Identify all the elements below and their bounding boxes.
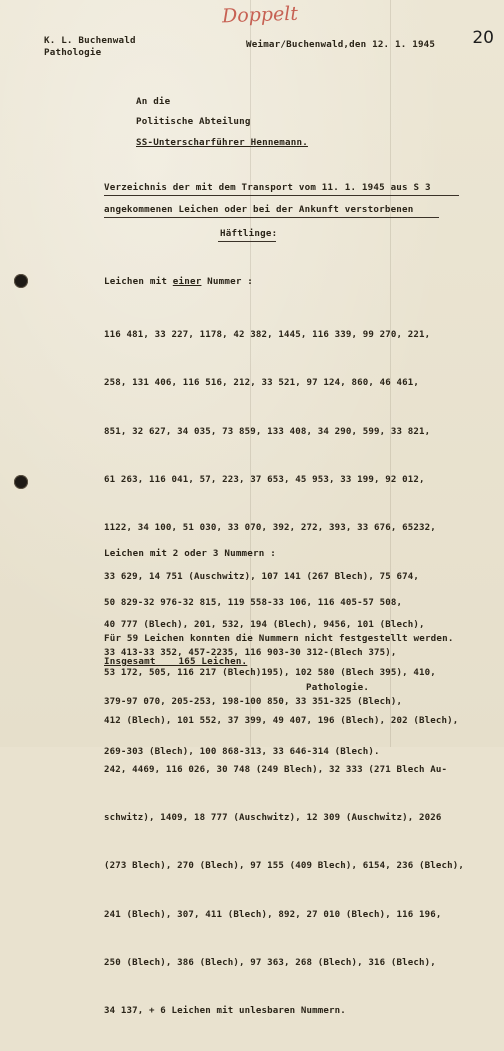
- section-2-number-list: [104, 562, 402, 793]
- list-line: 241 (Blech), 307, 411 (Blech), 892, 27 010 (Blech), 116 196,: [104, 909, 442, 920]
- list-line: 258, 131 406, 116 516, 212, 33 521, 97 124, 860, 46 461,: [104, 378, 419, 389]
- punch-hole: [14, 475, 28, 489]
- list-line: 250 (Blech), 386 (Blech), 97 363, 268 (Blech), 316 (Blech),: [104, 957, 436, 968]
- list-line: 34 137, + 6 Leichen mit unlesbaren Nummern.: [104, 1006, 346, 1017]
- subject-line-3: Häftlinge:: [220, 228, 278, 239]
- note-line: Für 59 Leichen konnten die Nummern nicht festgestellt werden.: [104, 633, 454, 644]
- list-line: 50 829-32 976-32 815, 119 558-33 106, 116 405-57 508,: [104, 598, 403, 608]
- section-1-heading-emphasis: einer: [172, 276, 202, 287]
- list-line: 53 172, 505, 116 217 (Blech)195), 102 580 (Blech 395), 410,: [104, 668, 436, 679]
- recipient-line-3: SS-Unterscharführer Hennemann.: [136, 137, 308, 148]
- sender-line-2: Pathologie: [44, 47, 102, 58]
- list-line: (273 Blech), 270 (Blech), 97 155 (409 Blech), 6154, 236 (Blech),: [104, 861, 464, 872]
- subject-line-2: angekommenen Leichen oder bei der Ankunft verstorbenen: [104, 204, 414, 215]
- doppelt-stamp: Doppelt: [221, 2, 299, 28]
- section-2-heading: Leichen mit 2 oder 3 Nummern :: [104, 548, 276, 559]
- subject-underline: [218, 241, 276, 242]
- list-line: 269-303 (Blech), 100 868-313, 33 646-314 (Blech).: [104, 746, 380, 757]
- list-line: 412 (Blech), 101 552, 37 399, 49 407, 196 (Blech), 202 (Blech),: [104, 716, 459, 727]
- total-line: Insgesamt 165 Leichen.: [104, 656, 248, 667]
- subject-underline: [104, 195, 459, 196]
- list-line: 1122, 34 100, 51 030, 33 070, 392, 272, 393, 33 676, 65232,: [104, 523, 436, 534]
- list-line: 242, 4469, 116 026, 30 748 (249 Blech), 32 333 (271 Blech Au-: [104, 764, 448, 775]
- subject-line-1: Verzeichnis der mit dem Transport vom 11. 1. 1945 aus S 3: [104, 182, 431, 193]
- signature: Pathologie.: [306, 682, 370, 693]
- place-date: Weimar/Buchenwald,den 12. 1. 1945: [246, 39, 436, 50]
- subject-underline: [104, 217, 439, 218]
- section-1-heading-pre: Leichen mit: [104, 276, 173, 287]
- list-line: 379-97 070, 205-253, 198-100 850, 33 351-325 (Blech),: [104, 697, 403, 707]
- list-line: 61 263, 116 041, 57, 223, 37 653, 45 953, 33 199, 92 012,: [104, 475, 425, 486]
- list-line: 33 413-33 352, 457-2235, 116 903-30 312-(Blech 375),: [104, 647, 397, 658]
- recipient-line-1: An die: [136, 96, 171, 107]
- list-line: 851, 32 627, 34 035, 73 859, 133 408, 34 290, 599, 33 821,: [104, 426, 431, 437]
- list-line: schwitz), 1409, 18 777 (Auschwitz), 12 309 (Auschwitz), 2026: [104, 813, 442, 823]
- punch-hole: [14, 274, 28, 288]
- section-1-heading-post: Nummer :: [201, 276, 254, 287]
- recipient-line-2: Politische Abteilung: [136, 116, 251, 127]
- list-line: 40 777 (Blech), 201, 532, 194 (Blech), 9456, 101 (Blech),: [104, 619, 425, 630]
- list-line: 33 629, 14 751 (Auschwitz), 107 141 (267 Blech), 75 674,: [104, 571, 419, 582]
- sender-line-1: K. L. Buchenwald: [44, 35, 136, 46]
- section-1-heading: [104, 277, 253, 286]
- page-number: 20: [472, 28, 494, 48]
- list-line: 116 481, 33 227, 1178, 42 382, 1445, 116 339, 99 270, 221,: [104, 330, 431, 341]
